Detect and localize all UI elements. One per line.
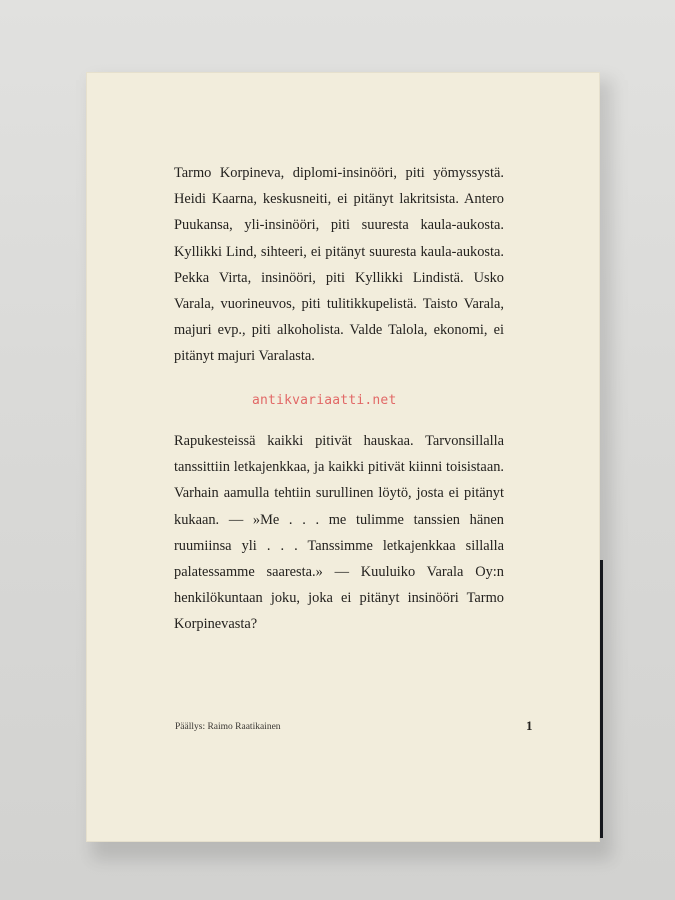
page-number: 1 [526, 718, 533, 733]
cover-credit: Päällys: Raimo Raatikainen [175, 722, 281, 732]
watermark-text: antikvariaatti.net [252, 393, 397, 408]
book-back-cover [86, 72, 600, 842]
blurb-paragraph-2: Rapukesteissä kaikki pitivät hauskaa. Tarvonsillalla tanssittiin letkajenkkaa, ja kaikki pitivät kiinni toisistaan. Varhain aamulla tehtiin surullinen löytö, josta ei pitänyt kukaan. — »Me . . . me tulimme tanssien hänen ruumiinsa yli . . . Tanssimme letkajenkkaa sillalla palatessamme saaresta.» — Kuuluiko Varala Oy:n henkilökuntaan joku, joka ei pitänyt insinööri Tarmo Korpinevasta? [174, 433, 504, 633]
blurb-paragraph-1: Tarmo Korpineva, diplomi-insinööri, piti yömyssystä. Heidi Kaarna, keskusneiti, ei pitänyt lakritsista. Antero Puukansa, yli-insinööri, piti suuresta kaula-aukosta. Kyllikki Lind, sihteeri, ei pitänyt suuresta kaula-aukosta. Pekka Virta, insinööri, piti Kyllikki Lindistä. Usko Varala, vuorineuvos, piti tulitikkupelistä. Taisto Varala, majuri evp., piti alkoholista. Valde Talola, ekonomi, ei pitänyt majuri Varalasta. [174, 165, 504, 365]
